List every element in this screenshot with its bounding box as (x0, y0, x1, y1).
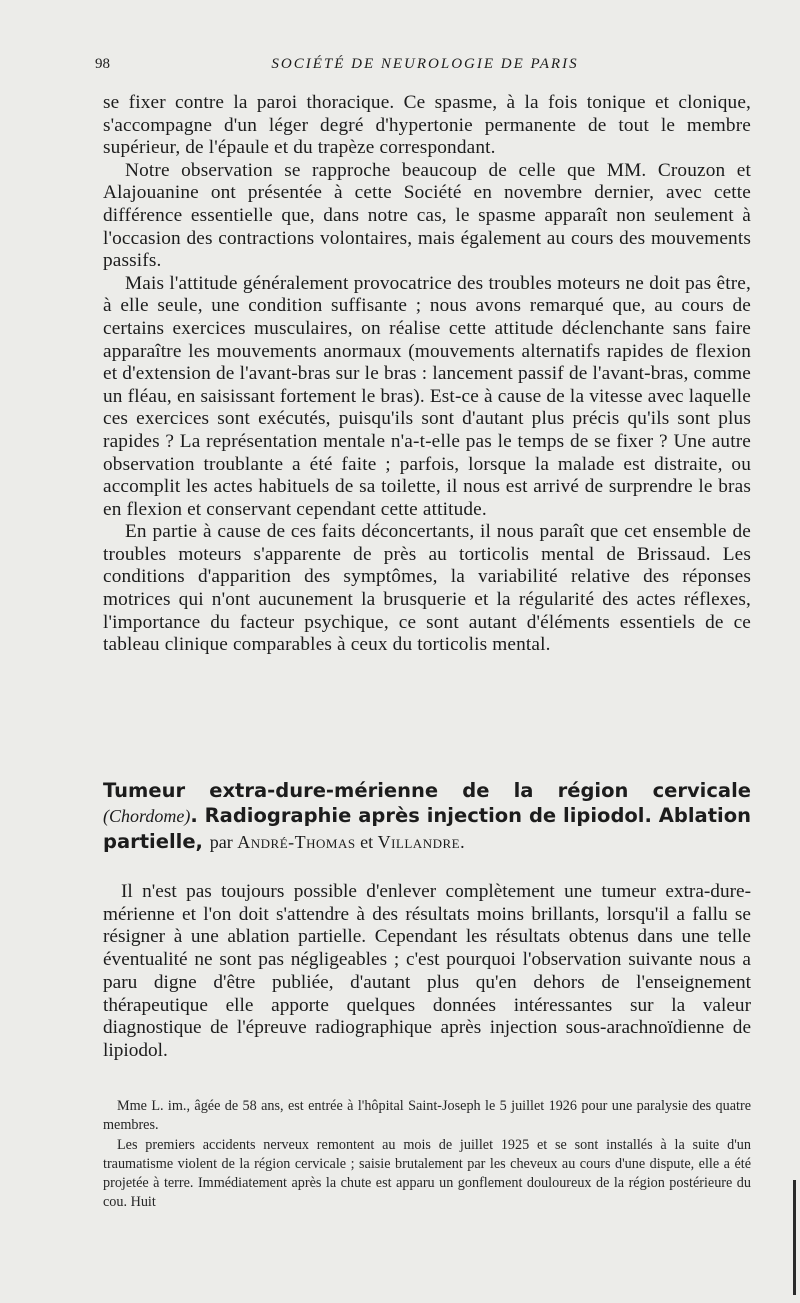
author-name: Villandre. (377, 832, 466, 852)
note-paragraph: Les premiers accidents nerveux remontent au mois de juillet 1925 et se sont installés à la suite d'un traumatisme violent de la région cervicale ; saisie brutalement par les cheveux au cours d'une dispute, elle a été projetée à terre. Immédiatement après la chute est apparu un gonflement douloureux de la région postérieure du cou. Huit (103, 1136, 751, 1211)
paragraph: Mais l'attitude généralement provocatrice des troubles moteurs ne doit pas être, à elle seule, une condition suffisante ; nous avons remarqué que, au cours de certains exercices musculaires, on réalise cette attitude déclenchante sans faire apparaître les mouvements anormaux (mouvements alternatifs rapides de flexion et d'extension de l'avant-bras sur le bras : lancement passif de l'avant-bras, comme un fléau, en saisissant fortement le bras). Est-ce à cause de la vitesse avec laquelle ces exercices sont exécutés, puisqu'ils sont d'autant plus précis qu'ils sont plus rapides ? La représentation mentale n'a-t-elle pas le temps de se fixer ? Une autre observation troublante a été faite ; parfois, lorsque la malade est distraite, ou accomplit les actes habituels de sa toilette, il nous est arrivé de surprendre le bras en flexion et conservant cependant cette attitude. (103, 272, 751, 520)
running-head: SOCIÉTÉ DE NEUROLOGIE DE PARIS (271, 56, 579, 72)
page-header (95, 56, 755, 80)
byline-par: par (209, 832, 233, 852)
page-number: 98 (95, 56, 110, 72)
note-paragraph: Mme L. im., âgée de 58 ans, est entrée à l'hôpital Saint-Joseph le 5 juillet 1926 pour une paralysie des quatre membres. (103, 1098, 751, 1134)
paragraph: Il n'est pas toujours possible d'enlever complètement une tumeur extra-dure-mérienne et l'on doit s'attendre à des résultats moins brillants, lorsqu'il a fallu se résigner à une ablation partielle. Cependant les résultats obtenus dans une telle éventualité ne sont pas négligeables ; c'est pourquoi l'observation suivante nous a paru digne d'être publiée, d'autant plus qu'en dehors de l'enseignement thérapeutique elle apporte quelques données intéressantes sur la valeur diagnostique de l'épreuve radiographique après injection sous-arachnoïdienne de lipiodol. (103, 881, 751, 1061)
article-title (103, 778, 751, 855)
paragraph: se fixer contre la paroi thoracique. Ce spasme, à la fois tonique et clonique, s'accompagne d'un léger degré d'hypertonie permanente de tout le membre supérieur, de l'épaule et du trapèze correspondant. (103, 92, 751, 159)
author-name: André-Thomas (237, 832, 356, 852)
body-text (103, 92, 751, 657)
paragraph: Notre observation se rapproche beaucoup de celle que MM. Crouzon et Alajouanine ont présentée à cette Société en novembre dernier, avec cette différence essentielle que, dans notre cas, le spasme apparaît non seulement à l'occasion des contractions volontaires, mais également au cours des mouvements passifs. (103, 159, 751, 272)
title-part: . Radiographie après injection de lipiodol. Ablation partielle, (103, 804, 751, 853)
paragraph: En partie à cause de ces faits déconcertants, il nous paraît que cet ensemble de troubles moteurs s'apparente de près au torticolis mental de Brissaud. Les conditions d'apparition des symptômes, la variabilité relative des réponses motrices qui n'ont aucunement la brusquerie et la régularité des actes réflexes, l'importance du facteur psychique, ce sont autant d'éléments essentiels de ce tableau clinique comparables à ceux du torticolis mental. (103, 521, 751, 656)
page-edge-shadow (793, 1180, 796, 1295)
byline-and: et (360, 832, 374, 852)
case-notes (103, 1097, 751, 1213)
title-italic: (Chordome) (103, 806, 191, 826)
article-body (103, 881, 751, 1063)
byline (210, 832, 465, 852)
title-part: Tumeur extra-dure-mérienne de la région cervicale (103, 779, 751, 802)
